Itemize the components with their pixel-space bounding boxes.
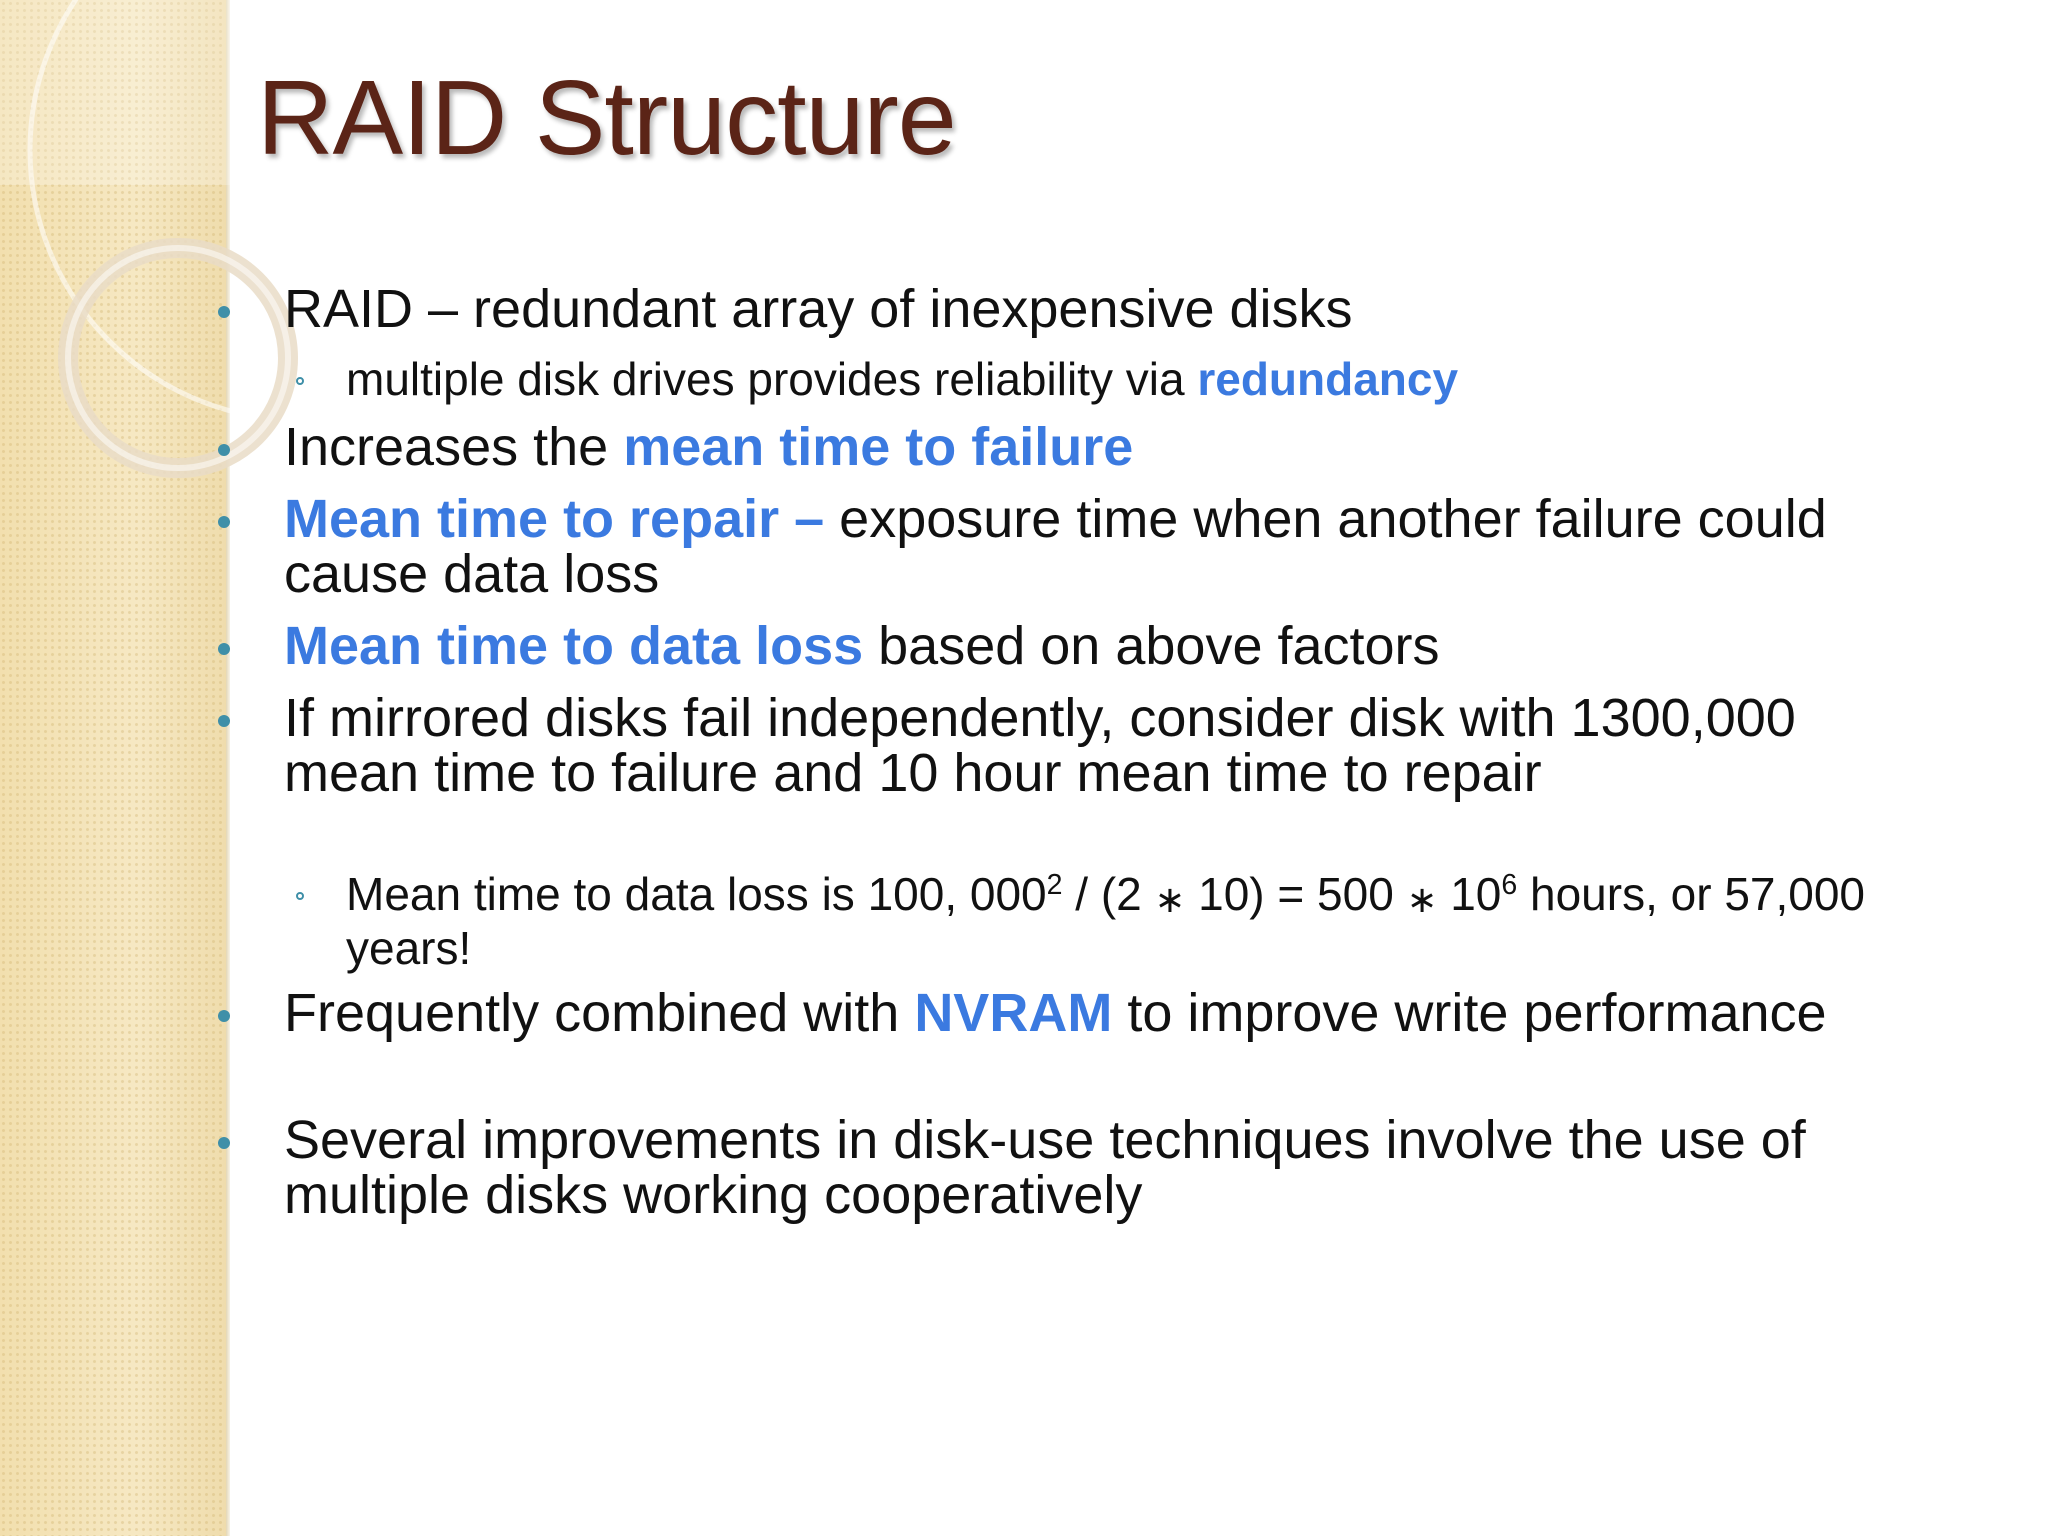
- exponent: 6: [1501, 869, 1518, 902]
- multiply-operator: ∗: [1406, 879, 1438, 920]
- bullet-mttr: [284, 489, 1904, 604]
- highlight-mttf: mean time to failure: [623, 417, 1134, 477]
- formula-text: / (2: [1062, 868, 1155, 920]
- bullet-mttf: [284, 417, 1904, 477]
- bullet-text: RAID – redundant array of inexpensive disks: [284, 279, 1353, 339]
- bullet-text: exposure time when another failure could cause data loss: [284, 489, 1827, 604]
- bullet-mirrored-disks: [284, 688, 1904, 803]
- bullet-text: If mirrored disks fail independently, consider disk with 1300,000 mean time to failure and 10 hour mean time to repair: [284, 688, 1796, 803]
- bullet-mttdl: [284, 616, 1904, 676]
- exponent: 2: [1046, 869, 1063, 902]
- slide-title: RAID Structure: [257, 59, 956, 177]
- bullet-text: Several improvements in disk-use techniques involve the use of multiple disks working cooperatively: [284, 1110, 1806, 1225]
- highlight-mttr: Mean time to repair –: [284, 489, 825, 549]
- highlight-redundancy: redundancy: [1197, 353, 1459, 405]
- formula-text: Mean time to data loss is 100, 000: [346, 868, 1047, 920]
- bullet-nvram: [284, 983, 1904, 1043]
- bullet-raid-definition: [284, 279, 1904, 339]
- highlight-nvram: NVRAM: [914, 983, 1113, 1043]
- sub-bullet-redundancy: [346, 354, 1866, 404]
- sub-bullet-calculation: [346, 869, 1866, 973]
- formula-text: 10) = 500: [1185, 868, 1407, 920]
- bullet-multiple-disks: [284, 1110, 1904, 1225]
- bullet-text: multiple disk drives provides reliability via: [346, 353, 1198, 405]
- bullet-text: Frequently combined with: [284, 983, 915, 1043]
- bullet-text: based on above factors: [863, 616, 1440, 676]
- formula-text: 10: [1437, 868, 1502, 920]
- formula-text: hours, or 57,000 years!: [346, 868, 1866, 974]
- highlight-mttdl: Mean time to data loss: [284, 616, 864, 676]
- multiply-operator: ∗: [1154, 879, 1186, 920]
- bullet-text: Increases the: [284, 417, 624, 477]
- bullet-text: to improve write performance: [1112, 983, 1827, 1043]
